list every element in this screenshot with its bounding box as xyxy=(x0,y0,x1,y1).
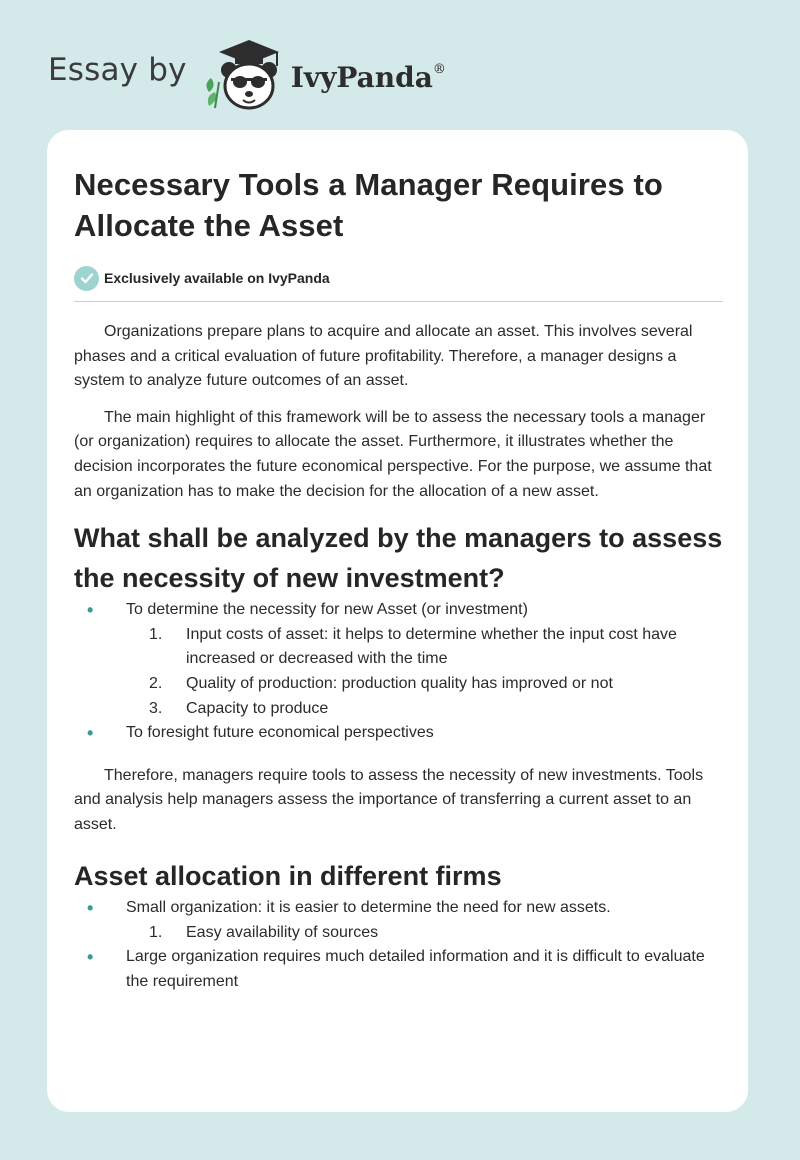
essay-content xyxy=(74,130,724,994)
panda-graduate-logo[interactable] xyxy=(197,34,289,114)
list-item-text: To foresight future economical perspectives xyxy=(126,724,434,742)
bullet-list xyxy=(74,598,724,746)
numbered-list xyxy=(126,623,724,721)
list-item-text: Small organization: it is easier to determine the need for new assets. xyxy=(126,899,611,916)
divider xyxy=(74,301,723,302)
list-item xyxy=(74,721,724,746)
list-number: 1. xyxy=(149,923,163,941)
brand-header xyxy=(48,34,446,114)
list-item xyxy=(74,945,724,994)
list-item xyxy=(126,697,724,722)
section-heading: Asset allocation in different firms xyxy=(74,860,502,891)
list-item xyxy=(126,921,724,946)
list-item-text: To determine the necessity for new Asset (or investment) xyxy=(126,601,528,619)
bullet-icon: • xyxy=(87,723,94,744)
section-heading: What shall be analyzed by the managers to assess the necessity of new investment? xyxy=(74,523,723,593)
list-item-text: Quality of production: production quality has improved or not xyxy=(186,674,613,692)
list-item xyxy=(126,623,724,672)
bullet-icon: • xyxy=(87,898,94,918)
bullet-icon: • xyxy=(87,600,94,621)
list-number: 2. xyxy=(149,674,163,692)
brand-prefix: Essay by xyxy=(48,52,187,88)
list-number: 3. xyxy=(149,699,163,717)
list-item-text: Easy availability of sources xyxy=(186,923,379,941)
bullet-icon: • xyxy=(87,947,94,968)
list-item-text: Capacity to produce xyxy=(186,699,329,717)
list-item xyxy=(126,672,724,697)
bullet-list xyxy=(74,896,724,994)
essay-card xyxy=(47,130,748,1112)
badge-text: Exclusively available on IvyPanda xyxy=(104,270,330,286)
check-circle-icon xyxy=(74,266,99,291)
list-number: 1. xyxy=(149,625,163,643)
list-item xyxy=(74,598,724,721)
list-item-text: Large organization requires much detailed information and it is difficult to evaluate the requirement xyxy=(126,948,705,990)
paragraph: Therefore, managers require tools to assess the necessity of new investments. Tools and analysis help managers assess the importance of transferring a current asset to an asset. xyxy=(74,766,704,833)
list-item-text: Input costs of asset: it helps to determine whether the input cost have increased or decreased with the time xyxy=(186,625,677,668)
page-title: Necessary Tools a Manager Requires to Allocate the Asset xyxy=(74,167,663,243)
paragraph: Organizations prepare plans to acquire and allocate an asset. This involves several phases and a critical evaluation of future profitability. Therefore, a manager designs a system to analyze future outcomes of an asset. xyxy=(74,323,693,390)
numbered-list xyxy=(126,921,724,946)
brand-name: IvyPanda® xyxy=(290,60,446,94)
list-item xyxy=(74,896,724,945)
exclusive-badge xyxy=(74,265,724,291)
paragraph: The main highlight of this framework will be to assess the necessary tools a manager (or organization) requires to allocate the asset. Furthermore, it illustrates whether the decision incorporates the future economical perspective. For the purpose, we assume that an organization has to make the decision for the allocation of a new asset. xyxy=(74,408,712,500)
